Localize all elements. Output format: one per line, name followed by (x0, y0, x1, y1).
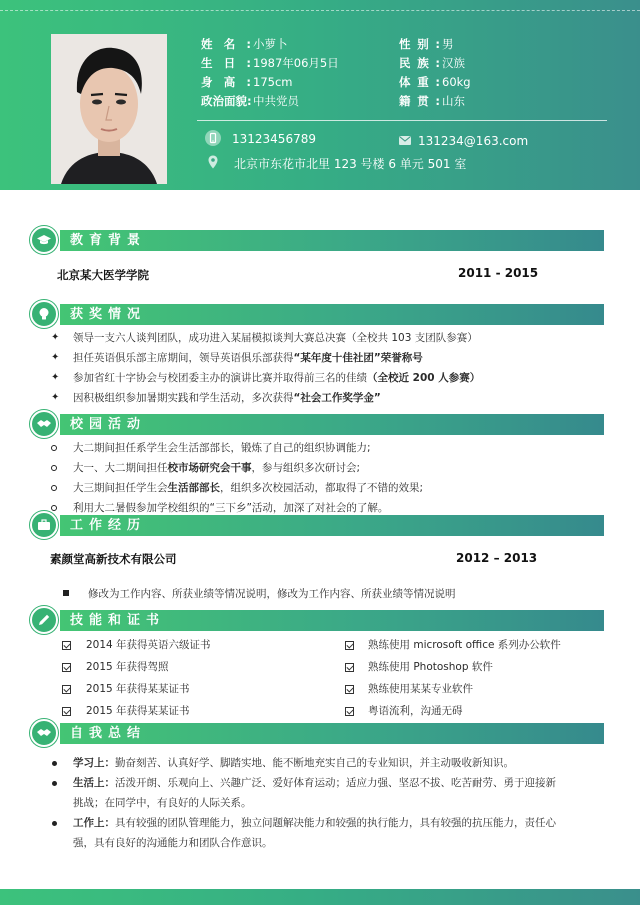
header-divider (197, 120, 607, 121)
phone-icon (205, 130, 221, 146)
profile-photo (51, 34, 167, 184)
height-value: 175cm (253, 75, 293, 89)
handshake-icon (30, 719, 58, 747)
phone-text: 13123456789 (232, 132, 316, 146)
section-title: 教育背景 (70, 233, 147, 248)
birth-row (201, 55, 339, 71)
summary-work-line-1: 工作上：具有较强的团队管理能力，独立问题解决能力和较强的执行能力，具有较强的抗压能力，责任心 (73, 817, 556, 829)
politics-value: 中共党员 (253, 94, 299, 108)
campus-item-2: 大一、大二期间担任校市场研究会干事，参与组织多次研讨会; (73, 462, 361, 474)
summary-work-line-2: 强，具有良好的沟通能力和团队合作意识。 (73, 837, 273, 849)
skill-checkbox-icon (62, 641, 71, 650)
section-education (30, 226, 604, 250)
award-bullet: ✦ (51, 352, 60, 363)
section-title: 获奖情况 (70, 307, 147, 322)
skill-right-1: 熟练使用 microsoft office 系列办公软件 (368, 639, 561, 651)
weight-value: 60kg (442, 75, 471, 89)
skill-checkbox-icon (62, 685, 71, 694)
graduation-cap-icon (30, 226, 58, 254)
campus-bullet (51, 485, 57, 491)
campus-item-4: 利用大二暑假参加学校组织的“三下乡”活动，加深了对社会的了解。 (73, 502, 389, 514)
section-awards (30, 300, 604, 324)
weight-label: 体重: (399, 75, 440, 89)
name-label: 姓名: (201, 37, 251, 51)
award-item-1: 领导一支六人谈判团队，成功进入某届模拟谈判大赛总决赛（全校共 103 支团队参赛） (73, 332, 478, 344)
skill-checkbox-icon (345, 641, 354, 650)
award-item-3: 参加省红十字协会与校团委主办的演讲比赛并取得前三名的佳绩（全校近 200 人参赛） (73, 372, 481, 384)
work-bullet (63, 590, 69, 596)
section-title: 技能和证书 (70, 613, 166, 628)
weight-row (399, 74, 471, 90)
education-period: 2011 - 2015 (458, 266, 539, 280)
location-icon (205, 154, 221, 170)
work-description: 修改为工作内容、所获业绩等情况说明，修改为工作内容、所获业绩等情况说明 (88, 588, 456, 600)
section-title: 校园活动 (70, 417, 147, 432)
gender-label: 性别: (399, 37, 440, 51)
lightbulb-icon (30, 300, 58, 328)
gender-value: 男 (442, 37, 454, 51)
section-skills (30, 606, 604, 630)
award-item-4: 因积极组织参加暑期实践和学生活动，多次获得“社会工作奖学金” (73, 392, 381, 404)
skill-checkbox-icon (62, 663, 71, 672)
award-bullet: ✦ (51, 372, 60, 383)
briefcase-icon (30, 511, 58, 539)
section-title: 自我总结 (70, 726, 147, 741)
ethnicity-label: 民族: (399, 56, 440, 70)
campus-item-1: 大二期间担任系学生会生活部部长，锻炼了自己的组织协调能力; (73, 442, 371, 454)
height-label: 身高: (201, 75, 251, 89)
award-item-2: 担任英语俱乐部主席期间，领导英语俱乐部获得“某年度十佳社团”荣誉称号 (73, 352, 423, 364)
skill-left-2: 2015 年获得驾照 (86, 661, 169, 673)
height-row (201, 74, 292, 90)
politics-row (201, 93, 299, 109)
footer-bar (0, 889, 640, 905)
skill-checkbox-icon (345, 707, 354, 716)
skill-checkbox-icon (62, 707, 71, 716)
campus-item-3: 大三期间担任学生会生活部部长，组织多次校园活动，都取得了不错的效果; (73, 482, 424, 494)
header-dashed-line (0, 10, 640, 11)
section-title: 工作经历 (70, 518, 147, 533)
skill-checkbox-icon (345, 685, 354, 694)
award-bullet: ✦ (51, 392, 60, 403)
summary-bullet (52, 821, 57, 826)
origin-label: 籍贯: (399, 94, 440, 108)
skill-left-1: 2014 年获得英语六级证书 (86, 639, 211, 651)
summary-bullet (52, 761, 57, 766)
pencil-icon (30, 606, 58, 634)
skill-right-4: 粤语流利，沟通无碍 (368, 705, 463, 717)
ethnicity-row (399, 55, 465, 71)
name-row (201, 36, 288, 52)
work-period: 2012 – 2013 (456, 551, 538, 565)
skill-left-4: 2015 年获得某某证书 (86, 705, 190, 717)
campus-bullet (51, 445, 57, 451)
name-value: 小萝卜 (253, 37, 288, 51)
section-summary (30, 719, 604, 743)
gender-row (399, 36, 454, 52)
summary-life-line-2: 挑战；在同学中，有良好的人际关系。 (73, 797, 252, 809)
award-bullet: ✦ (51, 332, 60, 343)
section-work (30, 511, 604, 535)
skill-right-3: 熟练使用某某专业软件 (368, 683, 473, 695)
birth-value: 1987年06月5日 (253, 56, 339, 70)
address-text: 北京市东花市北里 123 号楼 6 单元 501 室 (234, 157, 467, 171)
origin-row (399, 93, 465, 109)
summary-life-line-1: 生活上：活泼开朗、乐观向上、兴趣广泛、爱好体育运动；适应力强、坚忍不拔、吃苦耐劳、勇于迎接新 (73, 777, 556, 789)
summary-study: 学习上：勤奋刻苦、认真好学、脚踏实地、能不断地充实自己的专业知识，并主动吸收新知识。 (73, 757, 514, 769)
section-campus (30, 410, 604, 434)
campus-bullet (51, 465, 57, 471)
handshake-icon (30, 410, 58, 438)
company-name: 素颜堂高新技术有限公司 (50, 552, 177, 566)
origin-value: 山东 (442, 94, 465, 108)
skill-checkbox-icon (345, 663, 354, 672)
politics-label: 政治面貌: (201, 94, 252, 108)
email-text: 131234@163.com (418, 134, 529, 148)
email-icon (397, 132, 413, 148)
header-banner (0, 0, 640, 190)
birth-label: 生日: (201, 56, 251, 70)
summary-bullet (52, 781, 57, 786)
skill-left-3: 2015 年获得某某证书 (86, 683, 190, 695)
skill-right-2: 熟练使用 Photoshop 软件 (368, 661, 493, 673)
school-name: 北京某大医学学院 (57, 268, 149, 282)
ethnicity-value: 汉族 (442, 56, 465, 70)
